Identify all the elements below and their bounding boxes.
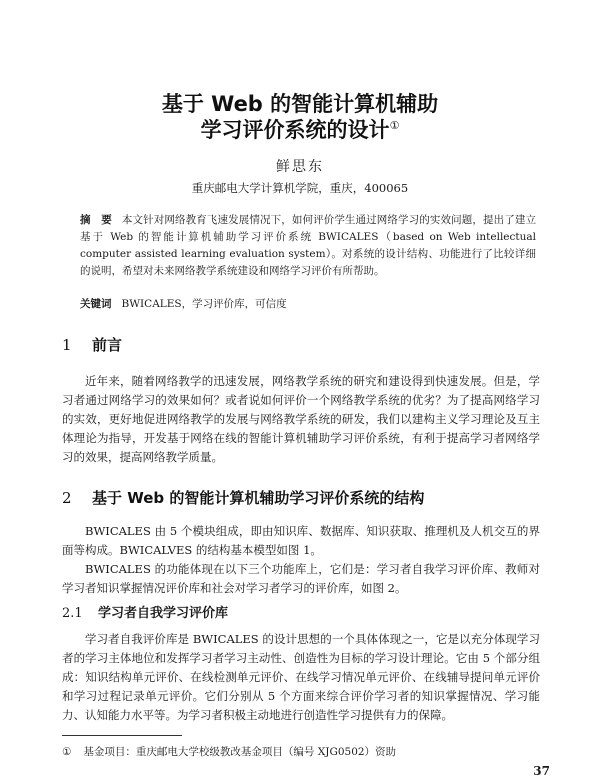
paper-title-line1: 基于 Web 的智能计算机辅助 xyxy=(161,92,439,116)
title-footnote-mark: ① xyxy=(389,119,400,132)
footnote-mark: ① xyxy=(62,746,72,758)
author-name: 鲜思东 xyxy=(276,159,324,175)
author-affiliation: 重庆邮电大学计算机学院，重庆，400065 xyxy=(191,181,409,195)
section-1-paragraph: 近年来，随着网络教学的迅速发展，网络教学系统的研究和建设得到快速发展。但是，学习者通过网络学习的效果如何？或者说如何评价一个网络教学系统的优劣？为了提高网络学习的实效，更好地促进网络教学的发展与网络教学系统的研发，我们以建构主义学习理论及互主体理论为指导，开发基于网络在线的智能计算机辅助学习评价系统，有利于提高学习者网络学习的效果，提高网络教学质量。 xyxy=(62,374,540,464)
footnote-divider xyxy=(62,735,182,736)
section-2-paragraph-1: BWICALES 由 5 个模块组成，即由知识库、数据库、知识获取、推理机及人机交互的界面等构成。BWICALVES 的结构基本模型如图 1。 xyxy=(62,524,540,557)
paper-title-line2-text: 学习评价系统的设计 xyxy=(200,118,390,142)
footnote-text: 基金项目：重庆邮电大学校级教改基金项目（编号 XJG0502）资助 xyxy=(83,746,397,758)
abstract xyxy=(80,212,536,280)
page-number: 37 xyxy=(533,764,550,778)
keywords-label: 关键词 xyxy=(80,298,112,310)
footnote xyxy=(62,744,542,759)
abstract-label: 摘 要 xyxy=(80,214,112,226)
paper-title-line2 xyxy=(0,114,600,144)
section-1-number: 1 xyxy=(62,336,72,354)
subsection-2-1-paragraph: 学习者自我评价库是 BWICALES 的设计思想的一个具体体现之一，它是以充分体现学习者的学习主体地位和发挥学习者学习主动性、创造性为目标的学习设计理论。它由 5 个部分组成：知识结构单元评价、在线检测单元评价、在线学习情况单元评价、在线辅导提问单元评价和学习过程记录单元评价。它们分别从 5 个方面来综合评价学习者的知识掌握情况、学习能力、认知能力水平等。为学习者积极主动地进行创造性学习提供有力的保障。 xyxy=(62,632,540,722)
subsection-2-1-heading xyxy=(62,602,228,621)
section-1-title: 前言 xyxy=(92,336,123,354)
section-2-title: 基于 Web 的智能计算机辅助学习评价系统的结构 xyxy=(92,489,425,507)
section-2-paragraph-2: BWICALES 的功能体现在以下三个功能库上，它们是：学习者自我学习评价库、教师对学习者知识掌握情况评价库和社会对学习者学习的评价库，如图 2。 xyxy=(62,562,540,595)
subsection-2-1-number: 2.1 xyxy=(62,606,83,621)
section-2-heading xyxy=(62,487,424,508)
section-2-number: 2 xyxy=(62,489,72,507)
keywords xyxy=(80,296,536,311)
subsection-2-1-title: 学习者自我学习评价库 xyxy=(98,606,229,621)
keywords-text: BWICALES，学习评价库，可信度 xyxy=(121,298,287,310)
section-1-heading xyxy=(62,334,122,355)
abstract-text: 本文针对网络教育飞速发展情况下，如何评价学生通过网络学习的实效问题，提出了建立基于 Web 的智能计算机辅助学习评价系统 BWICALES（based on Web intellectual computer assisted learning evaluation system）。对系统的设计结构、功能进行了比较详细的说明，希望对未来网络教学系统建设和网络学习评价有所帮助。 xyxy=(80,214,537,277)
